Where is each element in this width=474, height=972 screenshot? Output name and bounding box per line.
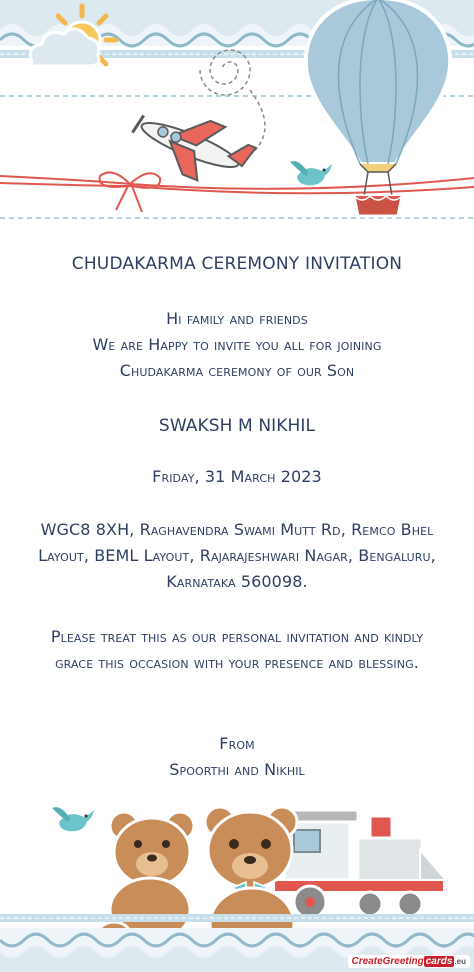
bird-icon: [290, 160, 334, 186]
greeting: Hi family and friends: [166, 309, 308, 328]
invitation-title: CHUDAKARMA CEREMONY INVITATION: [71, 254, 403, 274]
brand-part-1: CreateGreeting: [351, 956, 424, 967]
hot-air-balloon-icon: [306, 0, 450, 216]
message-line-2: grace this occasion with your presence and blessing.: [55, 653, 419, 672]
child-name: SWAKSH M NIKHIL: [158, 416, 316, 436]
brand-part-2: cards: [425, 956, 453, 967]
address-line-1: WGC8 8XH, Raghavendra Swami Mutt Rd, Remco Bhel: [40, 520, 434, 539]
toy-train-icon: [274, 810, 446, 918]
address-line-3: Karnataka 560098.: [166, 572, 308, 591]
event-date: Friday, 31 March 2023: [152, 467, 322, 486]
message-line-1: Please treat this as our personal invitation and kindly: [50, 627, 424, 646]
brand-part-3: .eu: [454, 957, 466, 966]
bird-icon: [52, 806, 96, 832]
teddy-bear-icon: [98, 812, 194, 946]
from-names: Spoorthi and Nikhil: [169, 760, 305, 779]
airplane-icon: [125, 95, 259, 196]
intro-line-2: Chudakarma ceremony of our Son: [119, 361, 355, 380]
from-label: From: [219, 734, 255, 753]
address-line-2: Layout, BEML Layout, Rajarajeshwari Nagar, Bengaluru,: [38, 546, 436, 565]
createsgreetingcards-logo-link[interactable]: [348, 955, 471, 968]
ribbon-bow-icon: [0, 172, 474, 212]
intro-line-1: We are Happy to invite you all for joining: [92, 335, 382, 354]
